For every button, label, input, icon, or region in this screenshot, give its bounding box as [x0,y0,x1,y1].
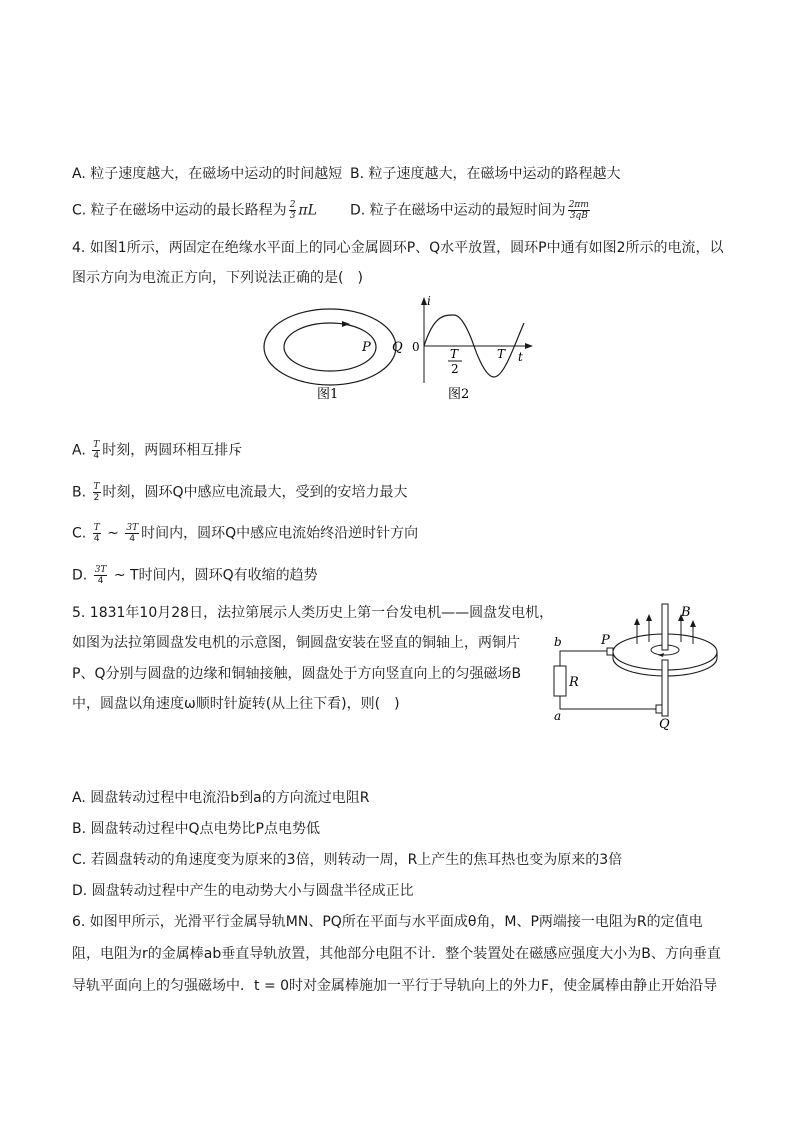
q3-option-c: C. 粒子在磁场中运动的最长路程为 $\frac{2}{3}$ πL [72,200,317,221]
q5-stem-line-3: P、Q分别与圆盘的边缘和铜轴接触，圆盘处于方向竖直向上的匀强磁场B [72,666,522,682]
field-b-label: B [681,605,691,620]
ring-p-label: P [362,340,371,355]
q5-option-c: C. 若圆盘转动的角速度变为原来的3倍，则转动一周，R上产生的焦耳热也变为原来的3倍 [72,852,623,868]
q5-stem-line-4: 中，圆盘以角速度ω顺时针旋转(从上往下看)，则( ) [72,696,400,712]
brush-q-label: Q [659,717,670,732]
q5-option-a: A. 圆盘转动过程中电流沿b到a的方向流过电阻R [72,790,370,806]
q5-disk-generator-figure [545,600,730,739]
q3-option-a: A. 粒子速度越大，在磁场中运动的时间越短 [72,166,343,182]
q4-stem-line-2: 图示方向为电流正方向，下列说法正确的是( ) [72,270,363,286]
axis-i-label: i [427,295,431,308]
q4-option-c: C. $\frac{T}{4}$ ~ $\frac{3T}{4}$ 时间内，圆环Q中感应电流始终沿逆时针方向 [72,523,419,544]
figure-1-caption: 图1 [317,387,339,402]
svg-text:2: 2 [451,362,459,376]
q4-option-d: D. $\frac{3T}{4}$ ~ T时间内，圆环Q有收缩的趋势 [72,565,318,586]
axis-t-label: t [518,350,523,364]
q6-stem-line-2: 阻，电阻为r的金属棒ab垂直导轨放置，其他部分电阻不计．整个装置处在磁感应强度大小为B、方向垂直 [72,946,721,962]
q6-stem-line-1: 6. 如图甲所示，光滑平行金属导轨MN、PQ所在平面与水平面成θ角，M、P两端接一电阻为R的定值电 [72,914,703,930]
brush-p-label: P [601,633,610,648]
q4-option-a: A. $\frac{T}{4}$ 时刻，两圆环相互排斥 [72,440,243,461]
fraction: $\frac{2}{3}$ [289,200,296,221]
q5-option-b: B. 圆盘转动过程中Q点电势比P点电势低 [72,821,320,837]
fraction: $\frac{2\pi m}{3qB}$ [568,200,589,221]
q5-stem-line-1: 5. 1831年10月28日，法拉第展示人类历史上第一台发电机——圆盘发电机， [72,605,554,621]
q3-option-d: D. 粒子在磁场中运动的最短时间为 $\frac{2\pi m}{3qB}$ [350,200,589,221]
q4-option-b: B. $\frac{T}{2}$ 时刻，圆环Q中感应电流最大，受到的安培力最大 [72,482,408,503]
svg-text:T: T [450,347,459,361]
figure-2-caption: 图2 [448,387,470,402]
tick-t-label: T [497,347,506,361]
q4-stem-line-1: 4. 如图1所示，两固定在绝缘水平面上的同心金属圆环P、Q水平放置，圆环P中通有如图2所示的电流，以 [72,240,724,256]
ring-q-label: Q [392,340,403,355]
q3-option-b: B. 粒子速度越大，在磁场中运动的路程越大 [350,166,621,182]
origin-label: 0 [412,340,420,354]
resistor-r [554,666,566,696]
terminal-a-label: a [554,709,562,723]
q4-figure-2 [408,295,538,409]
terminal-b-label: b [554,635,562,649]
q5-option-d: D. 圆盘转动过程中产生的电动势大小与圆盘半径成正比 [72,883,414,899]
q4-figure-1 [262,305,412,409]
q6-stem-line-3: 导轨平面向上的匀强磁场中．t = 0时对金属棒施加一平行于导轨向上的外力F，使金属棒由静止开始沿导 [72,978,718,994]
q5-stem-line-2: 如图为法拉第圆盘发电机的示意图，铜圆盘安装在竖直的铜轴上，两铜片 [72,635,520,651]
resistor-r-label: R [569,675,579,690]
